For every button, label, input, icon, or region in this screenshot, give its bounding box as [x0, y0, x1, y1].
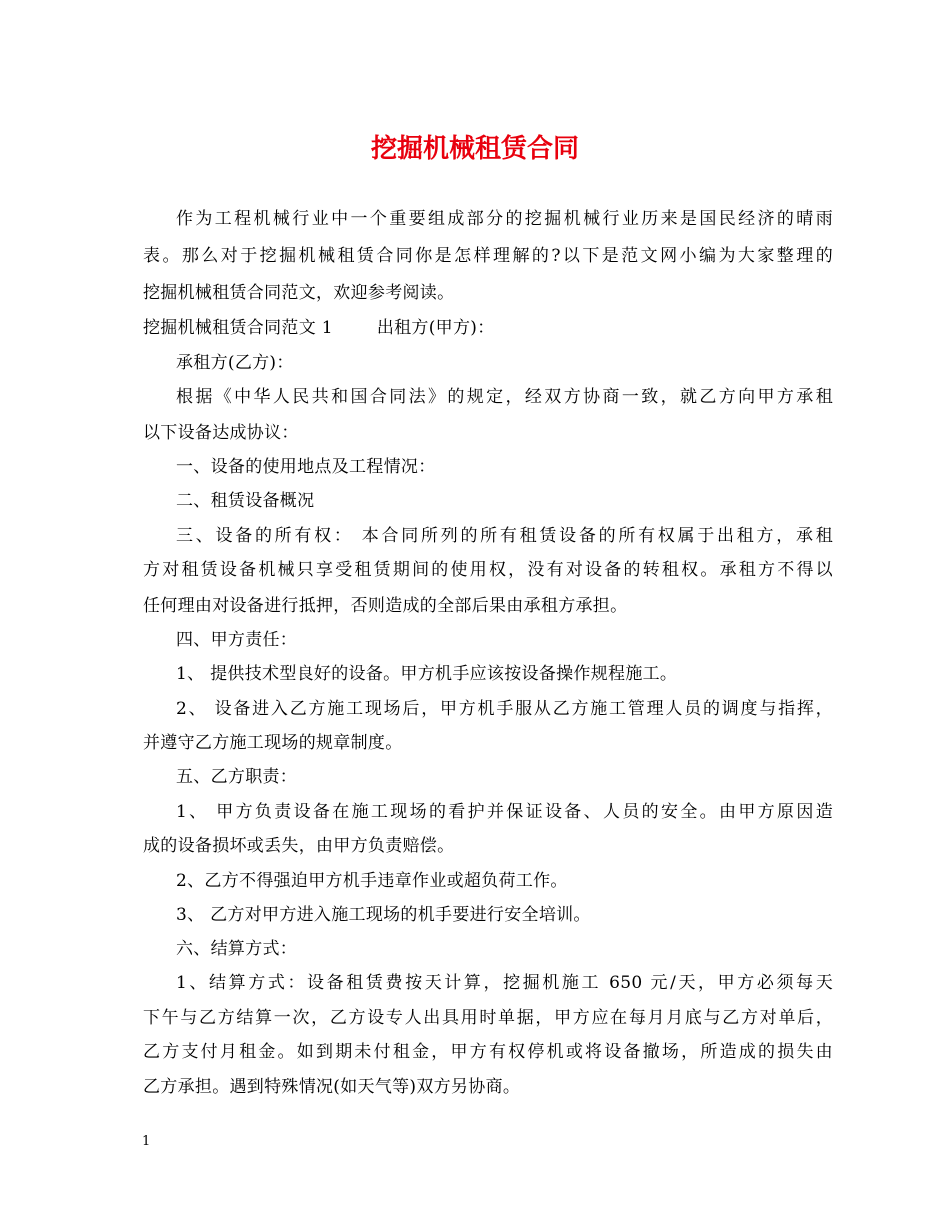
- section-6-item-1-line-2: 下午与乙方结算一次，乙方设专人出具用时单据，甲方应在每月月底与乙方对单后，: [143, 1008, 833, 1028]
- section-1-heading: 一、设备的使用地点及工程情况：: [176, 457, 436, 477]
- section-4-item-1: 1、 提供技术型良好的设备。甲方机手应该按设备操作规程施工。: [176, 664, 678, 684]
- section-3-line-1: 三、设备的所有权： 本合同所列的所有租赁设备的所有权属于出租方，承租: [176, 526, 833, 546]
- section-4-heading: 四、甲方责任：: [176, 630, 298, 650]
- section-6-item-1-line-3: 乙方支付月租金。如到期未付租金，甲方有权停机或将设备撤场，所造成的损失由: [143, 1042, 833, 1062]
- section-5-heading: 五、乙方职责：: [176, 767, 298, 787]
- section-3-line-3: 任何理由对设备进行抵押，否则造成的全部后果由承租方承担。: [143, 596, 628, 616]
- intro-line-3: 挖掘机械租赁合同范文，欢迎参考阅读。: [143, 283, 455, 303]
- lessee-label: 承租方(乙方)：: [176, 353, 294, 373]
- section-6-item-1-line-1: 1、结算方式：设备租赁费按天计算，挖掘机施工 650 元/天，甲方必须每天: [176, 973, 833, 993]
- section-5-item-3: 3、 乙方对甲方进入施工现场的机手要进行安全培训。: [176, 905, 591, 925]
- section-5-item-1-line-1: 1、 甲方负责设备在施工现场的看护并保证设备、人员的安全。由甲方原因造: [176, 802, 833, 822]
- section-5-item-1-line-2: 成的设备损坏或丢失，由甲方负责赔偿。: [143, 836, 455, 856]
- lessor-label: 出租方(甲方)：: [376, 318, 495, 338]
- section-2-heading: 二、租赁设备概况: [176, 491, 315, 511]
- preamble-line-1: 根据《中华人民共和国合同法》的规定，经双方协商一致，就乙方向甲方承租: [176, 387, 833, 407]
- section-3-line-2: 方对租赁设备机械只享受租赁期间的使用权，没有对设备的转租权。承租方不得以: [143, 560, 833, 580]
- intro-line-2: 表。那么对于挖掘机械租赁合同你是怎样理解的?以下是范文网小编为大家整理的: [143, 246, 833, 266]
- section-5-item-2: 2、乙方不得强迫甲方机手违章作业或超负荷工作。: [176, 871, 568, 891]
- section-4-item-2-line-2: 并遵守乙方施工现场的规章制度。: [143, 733, 403, 753]
- sample-heading-row: [143, 316, 833, 340]
- page-number: 1: [142, 1134, 151, 1149]
- section-4-item-2-line-1: 2、 设备进入乙方施工现场后，甲方机手服从乙方施工管理人员的调度与指挥，: [176, 699, 833, 719]
- preamble-line-2: 以下设备达成协议：: [143, 423, 299, 443]
- section-6-heading: 六、结算方式：: [176, 939, 298, 959]
- sample-heading: 挖掘机械租赁合同范文 1: [143, 318, 333, 338]
- document-title: 挖掘机械租赁合同: [370, 134, 579, 164]
- intro-line-1: 作为工程机械行业中一个重要组成部分的挖掘机械行业历来是国民经济的晴雨: [176, 209, 833, 229]
- section-6-item-1-line-4: 乙方承担。遇到特殊情况(如天气等)双方另协商。: [143, 1077, 521, 1097]
